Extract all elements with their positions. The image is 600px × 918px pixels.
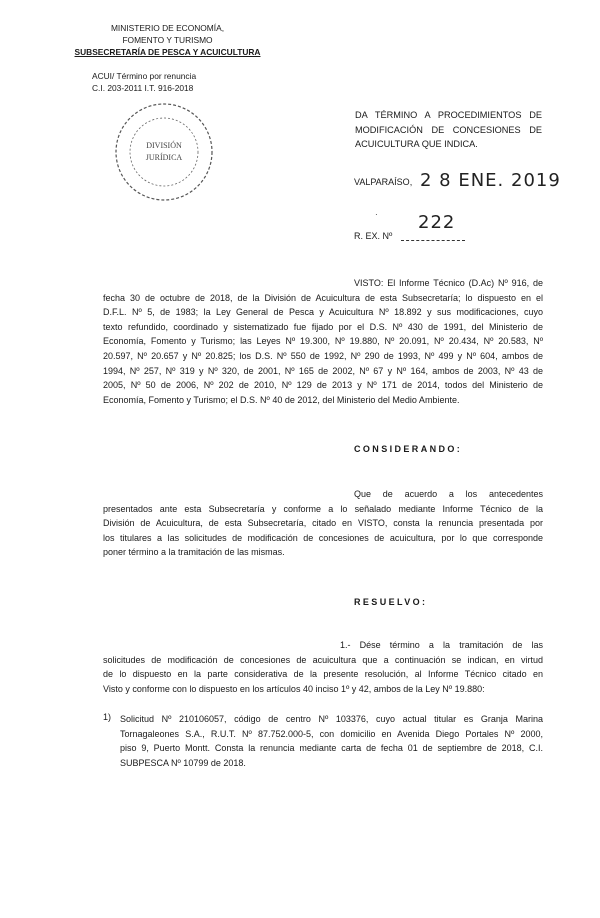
visto-line: VISTO: El Informe Técnico (D.Ac) Nº 916, de bbox=[354, 278, 543, 288]
title-line: DA TÉRMINO A PROCEDIMIENTOS DE bbox=[355, 110, 542, 120]
visto-section bbox=[103, 276, 543, 407]
resuelvo-line: 1.- Dése término a la tramitación de las bbox=[340, 640, 543, 650]
ministry-header bbox=[70, 22, 265, 59]
resuelvo-line: de lo dispuesto en la parte considerativa de la presente resolución, al Informe Técnico citado en bbox=[103, 669, 543, 680]
considerando-heading: CONSIDERANDO: bbox=[354, 444, 463, 454]
dot-mark: · bbox=[375, 210, 378, 219]
stamped-date: 2 8 ENE. 2019 bbox=[420, 170, 561, 191]
reference-block bbox=[92, 70, 196, 94]
division-juridica-seal bbox=[112, 100, 216, 204]
list-item-line: SUBPESCA Nº 10799 de 2018. bbox=[120, 757, 246, 768]
list-item-line: Tornagaleones S.A., R.U.T. Nº 87.752.000-5, con domicilio en Avenida Diego Portales Nº 2000, bbox=[120, 728, 543, 739]
title-line: ACUICULTURA QUE INDICA. bbox=[355, 139, 478, 149]
resuelvo-heading: RESUELVO: bbox=[354, 597, 428, 607]
visto-line: Economía, Fomento y Turismo; las Leyes Nº 19.300, Nº 19.880, Nº 20.091, Nº 20.434, Nº 20.583, Nº bbox=[103, 336, 543, 347]
seal-text-1: DIVISIÓN bbox=[146, 141, 182, 150]
list-item bbox=[120, 712, 543, 770]
ministry-line-2: FOMENTO Y TURISMO bbox=[122, 35, 213, 46]
title-line: MODIFICACIÓN DE CONCESIONES DE bbox=[355, 124, 542, 135]
visto-line: Economía, Fomento y Turismo; el D.S. Nº 40 de 2012, del Ministerio del Medio Ambiente. bbox=[103, 394, 460, 405]
considerando-section bbox=[103, 487, 543, 560]
resuelvo-line: Visto y conforme con lo dispuesto en los artículos 40 inciso 1º y 42, ambos de la Ley Nº 19.880: bbox=[103, 683, 485, 694]
rex-number: 222 bbox=[418, 212, 456, 233]
resolution-title bbox=[355, 108, 542, 152]
reference-line-2: C.I. 203-2011 I.T. 916-2018 bbox=[92, 83, 194, 94]
rex-underline bbox=[401, 240, 465, 241]
subsecretaria-name: SUBSECRETARÍA DE PESCA Y ACUICULTURA bbox=[74, 47, 261, 58]
resuelvo-section bbox=[103, 638, 543, 696]
visto-line: fecha 30 de octubre de 2018, de la División de Acuicultura de esta Subsecretaría; lo dispuesto en el bbox=[103, 292, 543, 303]
list-item-line: Solicitud Nº 210106057, código de centro Nº 103376, cuyo actual titular es Granja Marina bbox=[120, 714, 543, 724]
considerando-line: poner término a la tramitación de las mismas. bbox=[103, 547, 285, 558]
considerando-line: los titulares a las solicitudes de modificación de concesiones de acuicultura, por lo que corresponde bbox=[103, 532, 543, 543]
seal-text-2: JURÍDICA bbox=[145, 153, 183, 162]
considerando-line: División de Acuicultura, de esta Subsecretaría, citado en VISTO, consta la renuncia presentada por bbox=[103, 518, 543, 529]
visto-line: D.F.L. Nº 5, de 1983; la Ley General de Pesca y Acuicultura Nº 18.892 y sus modificaciones, cuyo bbox=[103, 307, 543, 318]
visto-line: texto refundido, coordinado y sistematizado fue fijado por el D.S. Nº 430 de 1991, del Ministerio de bbox=[103, 321, 543, 332]
rex-label: R. EX. Nº bbox=[354, 231, 393, 241]
visto-line: 20.597, Nº 20.657 y Nº 20.825; los D.S. Nº 550 de 1992, Nº 290 de 1993, Nº 499 y Nº 604, ambos de bbox=[103, 350, 543, 361]
list-item-number: 1) bbox=[103, 712, 112, 722]
considerando-line: presentados ante esta Subsecretaría y conforme a lo señalado mediante Informe Técnico de la bbox=[103, 503, 543, 514]
reference-line-1: ACUI/ Término por renuncia bbox=[92, 71, 197, 81]
considerando-line: Que de acuerdo a los antecedentes bbox=[354, 489, 543, 499]
resuelvo-line: solicitudes de modificación de concesiones de acuicultura que a continuación se indican, en virtud bbox=[103, 654, 543, 665]
ministry-line-1: MINISTERIO DE ECONOMÍA, bbox=[110, 23, 225, 33]
list-item-line: piso 9, Puerto Montt. Consta la renuncia mediante carta de fecha 01 de septiembre de 2018, C.I. bbox=[120, 743, 543, 754]
visto-line: 1994, Nº 257, Nº 319 y Nº 320, de 2001, Nº 165 de 2002, Nº 67 y Nº 164, ambos de 2003, Nº 43 de bbox=[103, 365, 543, 376]
place: VALPARAÍSO, bbox=[354, 177, 413, 187]
visto-line: 2005, Nº 50 de 2006, Nº 202 de 2010, Nº 129 de 2013 y Nº 171 de 2014, todos del Ministerio de bbox=[103, 380, 543, 391]
